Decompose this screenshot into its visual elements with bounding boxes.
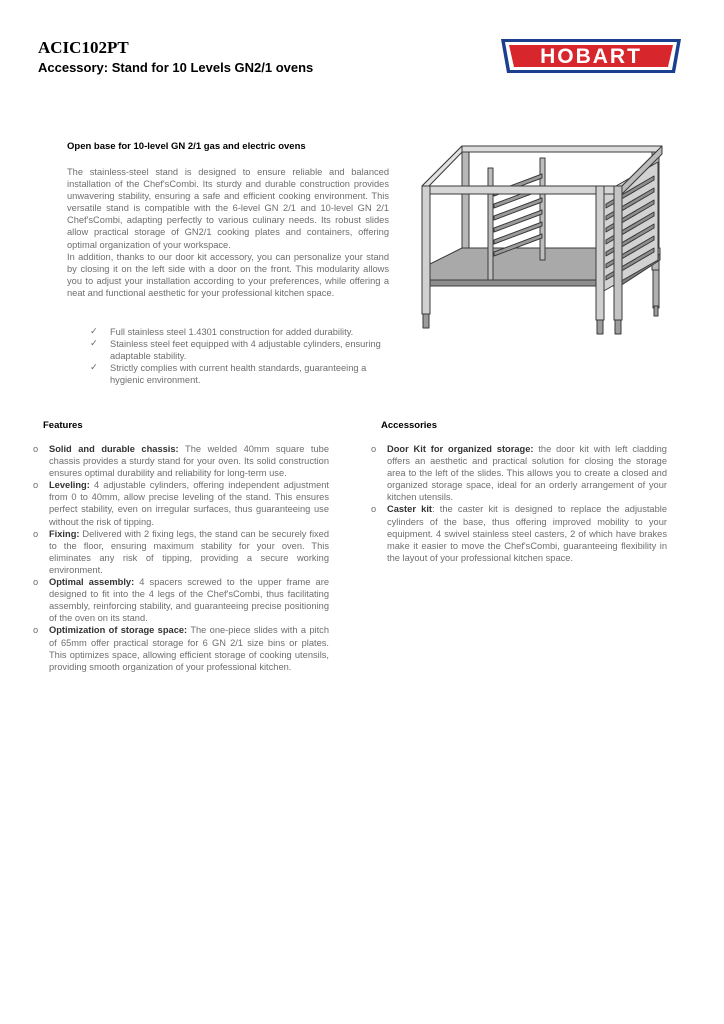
check-icon: ✓ [90, 362, 98, 374]
check-item-text: Stainless steel feet equipped with 4 adjustable cylinders, ensuring adaptable stability. [110, 339, 381, 362]
feature-text: Delivered with 2 fixing legs, the stand can be securely fixed to the floor, ensuring maximum stability for your oven. This eliminates any risk of tipping, providing a secure working environment. [49, 528, 329, 575]
feature-item [33, 443, 329, 479]
feature-item [33, 624, 329, 672]
feature-item [33, 479, 329, 527]
feature-text: 4 adjustable cylinders, offering independent adjustment from 0 to 40mm, allow precise leveling of the stand. This ensures perfect stability, even on irregular surfaces, thus guaranteeing use without the risk of tipping. [49, 480, 329, 527]
bullet-icon: o [33, 528, 39, 539]
accessories-list [371, 443, 667, 564]
feature-text: The one-piece slides with a pitch of 65mm offer practical storage for 6 GN 2/1 size bins or plates. This optimizes space, allowing efficient storage of cooking utensils, providing smooth organization of your professional kitchen. [49, 625, 329, 672]
accessory-item [371, 503, 667, 563]
accessory-text: the door kit with left cladding offers an aesthetic and practical solution for closing the storage area to the left of the slides. This allows you to create a closed and organized storage space, ideal for an orderly arrangement of your kitchen utensils. [387, 444, 667, 503]
features-list [33, 443, 329, 673]
feature-label: Optimization of storage space: [49, 625, 188, 636]
bullet-icon: o [33, 444, 39, 454]
bullet-icon: o [371, 504, 377, 515]
feature-item [33, 576, 329, 624]
bullet-icon: o [33, 577, 39, 588]
check-item [90, 362, 390, 386]
feature-text: The welded 40mm square tube chassis provides a sturdy stand for your oven. Its solid construction ensures optimal durability and reliability for long-term use. [49, 444, 329, 479]
intro-heading: Open base for 10-level GN 2/1 gas and electric ovens [67, 141, 306, 152]
check-list [90, 326, 390, 386]
logo-text: HOBART [540, 45, 642, 68]
product-subtitle: Accessory: Stand for 10 Levels GN2/1 ovens [38, 60, 314, 75]
features-title: Features [43, 420, 83, 431]
check-item [90, 338, 390, 362]
intro-paragraph: The stainless-steel stand is designed to ensure reliable and balanced installation of the Chef'sCombi. Its sturdy and durable construction provides unwavering stability, ensuring a safe and efficient cooking environment. This versatile stand is compatible with the 6-level GN 2/1 and 10-level GN 2/1 Chef'sCombi, adapting perfectly to various culinary needs. Its robust slides allow practical storage of GN2/1 cooking plates and containers, offering optimal organization of your workspace. [67, 167, 389, 250]
bullet-icon: o [33, 480, 39, 491]
accessory-label: Door Kit for organized storage: [387, 444, 534, 454]
check-icon: ✓ [90, 338, 98, 350]
feature-label: Optimal assembly: [49, 577, 135, 588]
intro-text [67, 166, 389, 299]
check-icon: ✓ [90, 326, 98, 337]
stand-product-image [412, 140, 674, 345]
accessory-text: : the caster kit is designed to replace the adjustable cylinders of the base, thus offering improved mobility to your equipment. 4 swivel stainless steel casters, 2 of which have brakes make it easier to move the Chef'sCombi, guaranteeing flexibility in the layout of your professional kitchen space. [387, 504, 667, 563]
check-item-text: Full stainless steel 1.4301 construction for added durability. [110, 327, 354, 337]
feature-label: Solid and durable chassis: [49, 444, 179, 454]
check-item [90, 326, 390, 338]
accessory-item [371, 443, 667, 503]
feature-label: Leveling: [49, 480, 90, 491]
bullet-icon: o [371, 444, 377, 454]
feature-label: Fixing: [49, 528, 80, 539]
bullet-icon: o [33, 625, 39, 636]
product-code: ACIC102PT [38, 38, 129, 57]
intro-paragraph: In addition, thanks to our door kit accessory, you can personalize your stand by closing it on the left side with a door on the front. This modularity allows you to adjust your installation according to your preferences, while offering a neat and functional aesthetic for your professional kitchen space. [67, 251, 389, 298]
check-item-text: Strictly complies with current health standards, guaranteeing a hygienic environment. [110, 363, 367, 386]
feature-item [33, 528, 329, 576]
hobart-logo [497, 35, 685, 77]
accessory-label: Caster kit [387, 504, 432, 515]
feature-text: 4 spacers screwed to the upper frame are designed to fit into the 4 legs of the Chef'sCombi, thus facilitating assembly, reinforcing stability, and guaranteeing precise positioning of the oven on its stand. [49, 577, 329, 624]
accessories-title: Accessories [381, 420, 437, 431]
